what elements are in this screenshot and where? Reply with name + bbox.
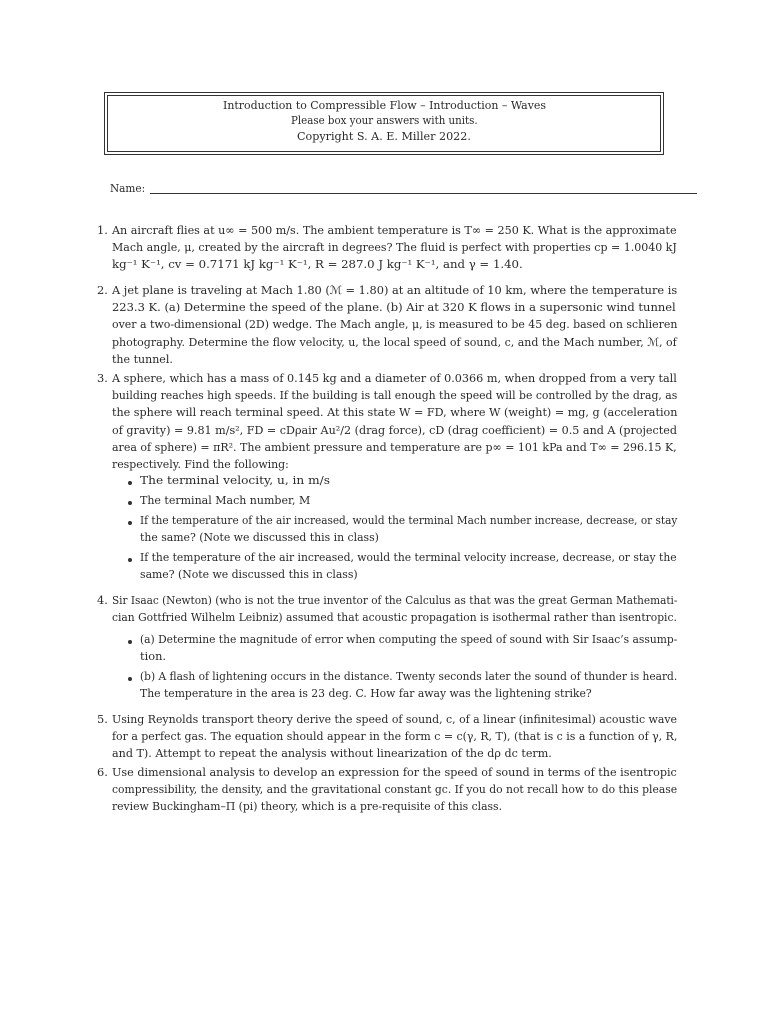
name-label: Name: [110, 181, 146, 195]
bullet-text-line: the same? (Note we discussed this in class) [140, 530, 379, 544]
question-number: 3. [97, 371, 108, 385]
question-text-line: Sir Isaac (Newton) (who is not the true inventor of the Calculus as that was the great German Mathemati- [112, 593, 678, 607]
question-number: 1. [97, 223, 108, 237]
question-text-line: area of sphere) = πR². The ambient pressure and temperature are p∞ = 101 kPa and T∞ = 296.15 K, [112, 440, 677, 454]
bullet-text-line: (a) Determine the magnitude of error when computing the speed of sound with Sir Isaac’s assump- [140, 632, 678, 646]
bullet-dot-icon [128, 501, 132, 505]
bullet-text-line: (b) A flash of lightening occurs in the distance. Twenty seconds later the sound of thunder is heard. [140, 669, 678, 683]
question-text-line: and T). Attempt to repeat the analysis without linearization of the dρ dc term. [112, 746, 552, 760]
question-number: 6. [97, 765, 108, 779]
bullet-dot-icon [128, 521, 132, 525]
question-text-line: Use dimensional analysis to develop an expression for the speed of sound in terms of the isentropic [112, 765, 677, 779]
bullet-dot-icon [128, 640, 132, 644]
header-copyright: Copyright S. A. E. Miller 2022. [297, 129, 471, 143]
question-number: 5. [97, 712, 108, 726]
bullet-text-line: If the temperature of the air increased, would the terminal Mach number increase, decrease, or stay [140, 513, 678, 527]
bullet-text-line: The terminal velocity, u, in m/s [140, 473, 330, 487]
question-number: 4. [97, 593, 108, 607]
question-text-line: Mach angle, μ, created by the aircraft in degrees? The fluid is perfect with properties cp = 1.0040 kJ [112, 240, 677, 254]
bullet-text-line: If the temperature of the air increased, would the terminal velocity increase, decrease, or stay the [140, 550, 677, 564]
bullet-dot-icon [128, 558, 132, 562]
header-title: Introduction to Compressible Flow – Introduction – Waves [222, 98, 546, 112]
question-text-line: 223.3 K. (a) Determine the speed of the plane. (b) Air at 320 K flows in a supersonic wind tunnel [112, 300, 676, 314]
question-text-line: the tunnel. [112, 352, 173, 366]
question-text-line: kg⁻¹ K⁻¹, cv = 0.7171 kJ kg⁻¹ K⁻¹, R = 287.0 J kg⁻¹ K⁻¹, and γ = 1.40. [112, 257, 523, 271]
question-text-line: compressibility, the density, and the gravitational constant gc. If you do not recall how to do this please [112, 782, 678, 796]
bullet-text-line: The temperature in the area is 23 deg. C. How far away was the lightening strike? [140, 686, 592, 700]
question-text-line: A sphere, which has a mass of 0.145 kg and a diameter of 0.0366 m, when dropped from a very tall [112, 371, 677, 385]
name-field-line[interactable] [150, 193, 697, 194]
question-text-line: over a two-dimensional (2D) wedge. The Mach angle, μ, is measured to be 45 deg. based on schlieren [112, 317, 678, 331]
bullet-text-line: The terminal Mach number, M [140, 493, 311, 507]
bullet-dot-icon [128, 481, 132, 485]
bullet-dot-icon [128, 677, 132, 681]
question-text-line: A jet plane is traveling at Mach 1.80 (ℳ = 1.80) at an altitude of 10 km, where the temperature is [112, 283, 678, 297]
question-text-line: respectively. Find the following: [112, 457, 289, 471]
question-text-line: review Buckingham–Π (pi) theory, which is a pre-requisite of this class. [112, 799, 503, 813]
question-text-line: photography. Determine the flow velocity, u, the local speed of sound, c, and the Mach number, ℳ, of [112, 335, 677, 349]
question-text-line: An aircraft flies at u∞ = 500 m/s. The ambient temperature is T∞ = 250 K. What is the approximate [112, 223, 677, 237]
question-text-line: for a perfect gas. The equation should appear in the form c = c(γ, R, T), (that is c is a function of γ, R, [112, 729, 678, 743]
question-text-line: cian Gottfried Wilhelm Leibniz) assumed that acoustic propagation is isothermal rather than isentropic. [112, 610, 677, 624]
bullet-text-line: same? (Note we discussed this in class) [140, 567, 358, 581]
bullet-text-line: tion. [140, 649, 167, 663]
question-text-line: building reaches high speeds. If the building is tall enough the speed will be controlled by the drag, as [112, 388, 678, 402]
question-text-line: the sphere will reach terminal speed. At this state W = FD, where W (weight) = mg, g (acceleration [112, 405, 678, 419]
question-text-line: Using Reynolds transport theory derive the speed of sound, c, of a linear (infinitesimal) acoustic wave [112, 712, 678, 726]
question-text-line: of gravity) = 9.81 m/s², FD = cDρair Au²/2 (drag force), cD (drag coefficient) = 0.5 and A (projected [112, 423, 677, 437]
header-instruction: Please box your answers with units. [290, 113, 478, 127]
question-number: 2. [97, 283, 108, 297]
